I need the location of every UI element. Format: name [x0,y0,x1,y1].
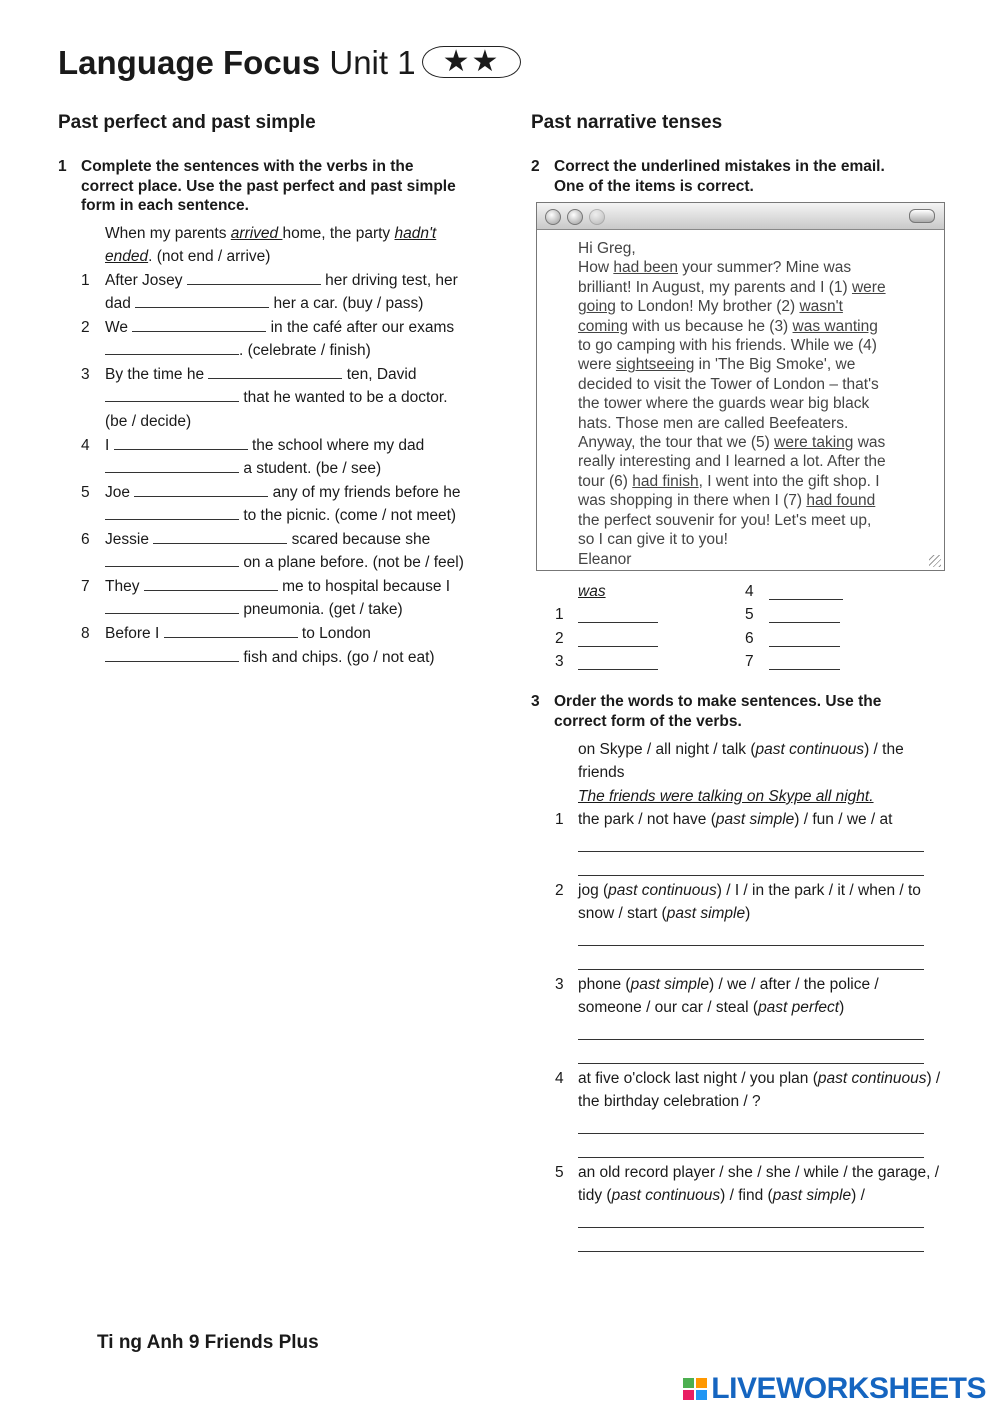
title-bold: Language Focus [58,44,321,81]
answer-blank[interactable] [105,552,239,567]
ex1-item-number: 8 [81,625,90,642]
answer-blank[interactable] [164,623,298,638]
ex3-answer-line[interactable] [578,1251,924,1252]
ex3-item-line: phone (past simple) / we / after / the police / [578,976,879,993]
ex1-item-line: Jessie scared because she [105,531,431,548]
ex2-answer-blank[interactable] [769,622,840,623]
ex1-item-number: 6 [81,531,90,548]
answer-blank[interactable] [114,435,248,450]
page-title [58,44,521,82]
ex3-item-number: 3 [555,976,564,993]
ex1-item-line: a student. (be / see) [105,457,381,481]
ex1-item-number: 5 [81,484,90,501]
maximize-dot-icon [589,209,605,225]
answer-blank[interactable] [132,317,266,332]
ex3-item-line: someone / our car / steal (past perfect) [578,999,845,1016]
liveworksheets-logo[interactable] [683,1372,986,1406]
ex2-answer-number: 2 [555,630,564,647]
ex2-example-answer: was [578,583,606,600]
ex3-answer-line[interactable] [578,1133,924,1134]
ex1-item-line: They me to hospital because I [105,578,451,595]
ex3-example-line2: friends [578,764,625,781]
ex2-instruction [531,157,951,196]
ex1-item-line: We in the café after our exams [105,319,455,336]
ex3-item-number: 1 [555,811,564,828]
ex1-item-line: Joe any of my friends before he [105,484,461,501]
ex2-answer-blank[interactable] [578,622,658,623]
ex3-example-answer: The friends were talking on Skype all night. [578,788,874,805]
answer-blank[interactable] [105,599,239,614]
answer-blank[interactable] [105,340,239,355]
ex2-answer-blank[interactable] [578,646,658,647]
answer-blank[interactable] [105,387,239,402]
ex1-item-line: dad her a car. (buy / pass) [105,295,424,312]
right-heading: Past narrative tenses [531,112,723,133]
ex3-instruction [531,692,951,731]
ex2-answer-number: 6 [745,630,754,647]
ex1-item-line: I the school where my dad [105,437,425,454]
ex3-answer-line[interactable] [578,1157,924,1158]
answer-blank[interactable] [135,293,269,308]
ex2-instruction-line: Correct the underlined mistakes in the email. [554,158,885,175]
footer-text: Ti ng Anh 9 Friends Plus [97,1332,319,1353]
ex3-item-line: tidy (past continuous) / find (past simple) / [578,1187,865,1204]
answer-blank[interactable] [134,482,268,497]
ex1-item-line: Before I to London [105,625,371,642]
ex2-number: 2 [531,158,540,175]
email-titlebar [537,203,944,230]
ex2-answer-number: 5 [745,606,754,623]
answer-blank[interactable] [144,576,278,591]
ex3-item-line: jog (past continuous) / I / in the park / it / when / to [578,882,921,899]
ex1-item-number: 7 [81,578,90,595]
ex3-answer-line[interactable] [578,875,924,876]
answer-blank[interactable] [105,647,239,662]
ex3-item-line: at five o'clock last night / you plan (past continuous) / [578,1070,941,1087]
ex1-instruction-line: form in each sentence. [81,197,249,214]
ex2-answer-blank[interactable] [769,669,840,670]
ex2-answer-number: 1 [555,606,564,623]
ex1-item-line: After Josey her driving test, her [105,272,458,289]
ex2-answer-blank[interactable] [578,669,658,670]
ex3-item-line: snow / start (past simple) [578,905,751,922]
ex2-answer-number: 3 [555,653,564,670]
ex3-instruction-line: correct form of the verbs. [554,712,742,730]
ex1-item-line: to the picnic. (come / not meet) [105,504,456,528]
answer-blank[interactable] [105,505,239,520]
ex1-item-line: fish and chips. (go / not eat) [105,646,435,670]
ex3-item-number: 4 [555,1070,564,1087]
two-star-badge: ★★ [422,46,522,78]
ex3-answer-line[interactable] [578,1227,924,1228]
ex3-answer-line[interactable] [578,851,924,852]
ex2-answer-blank[interactable] [769,599,843,600]
answer-blank[interactable] [187,270,321,285]
email-body: Hi Greg, How had been your summer? Mine was brilliant! In August, my parents and I (1) were going to London! My brother (2) wasn't coming with us because he (3) was wanting to go camping with his friends. While we (4) were sightseeing in 'The Big Smoke', we decided to visit the Tower of London – that's the tower where the guards wear big black hats. Those men are called Beefeaters. Anyway, the tour that we (5) were taking was really interesting and I learned a lot. After the tour (6) had finish, I went into the gift shop. I was shopping in there when I (7) had found the perfect souvenir for you! Let's meet up, so I can give it to you! Eleanor [578,240,886,568]
ex1-example-line2: ended. (not end / arrive) [105,248,271,265]
ex3-item-line: the park / not have (past simple) / fun / we / at [578,811,893,828]
ex1-item-line: . (celebrate / finish) [105,339,371,363]
ex3-item-number: 2 [555,882,564,899]
answer-blank[interactable] [153,529,287,544]
ex1-instruction-line: Complete the sentences with the verbs in the [81,158,414,175]
ex3-instruction-line: Order the words to make sentences. Use the [554,693,882,710]
ex1-item-line: By the time he ten, David [105,366,417,383]
ex3-answer-line[interactable] [578,1039,924,1040]
ex3-item-line: the birthday celebration / ? [578,1093,761,1110]
ex1-instruction [58,157,488,216]
ex1-item-line: pneumonia. (get / take) [105,598,403,622]
ex3-answer-line[interactable] [578,1063,924,1064]
answer-blank[interactable] [208,364,342,379]
ex1-instruction-line: correct place. Use the past perfect and past simple [81,177,456,195]
close-dot-icon [545,209,561,225]
email-window [536,202,945,571]
answer-blank[interactable] [105,458,239,473]
ex3-example-line1: on Skype / all night / talk (past continuous) / the [578,741,904,758]
ex1-item-line: (be / decide) [105,413,192,430]
resize-grip-icon[interactable] [929,555,941,567]
ex1-item-number: 4 [81,437,90,454]
logo-text: LIVEWORKSHEETS [711,1372,986,1405]
ex3-item-line: an old record player / she / she / while / the garage, / [578,1164,940,1181]
ex1-number: 1 [58,158,67,175]
ex1-item-number: 2 [81,319,90,336]
ex2-answer-number: 7 [745,653,754,670]
ex1-item-number: 1 [81,272,90,289]
left-heading: Past perfect and past simple [58,112,316,133]
ex1-example-line1: When my parents arrived home, the party hadn't [105,225,437,242]
ex3-answer-line[interactable] [578,945,924,946]
title-unit: Unit 1 [329,44,416,81]
ex1-item-number: 3 [81,366,90,383]
ex2-answer-number: 4 [745,583,754,600]
ex3-answer-line[interactable] [578,969,924,970]
ex2-instruction-line: One of the items is correct. [554,177,754,195]
minimize-dot-icon [567,209,583,225]
liveworksheets-logo-icon [683,1378,707,1400]
ex3-number: 3 [531,693,540,710]
ex1-item-line: on a plane before. (not be / feel) [105,551,464,575]
toolbar-toggle-icon [909,209,935,223]
ex2-answer-blank[interactable] [769,646,840,647]
ex3-item-number: 5 [555,1164,564,1181]
ex1-item-line: that he wanted to be a doctor. [105,386,448,410]
